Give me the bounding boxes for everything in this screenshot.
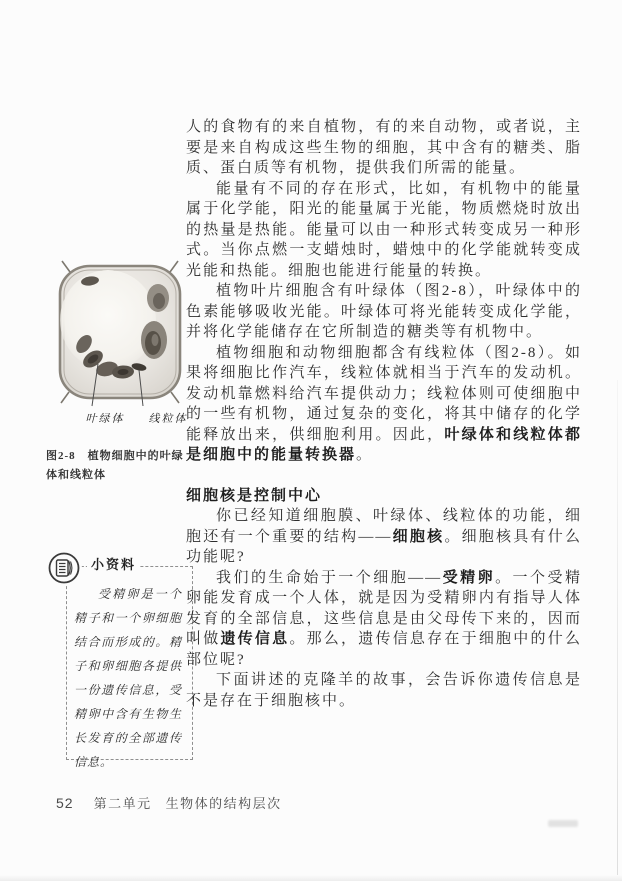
mitochondria-label: 线粒体	[148, 412, 188, 425]
paragraph: 我们的生命始于一个细胞——受精卵。一个受精卵能发育成一个人体，就是因为受精卵内有指导人体发育的全部信息，这些信息是由父母传下来的，因而叫做遗传信息。那么，遗传信息存在于细胞中的什么部位呢?	[186, 569, 582, 668]
paragraph: 下面讲述的克隆羊的故事，会告诉你遗传信息是不是存在于细胞核中。	[186, 672, 582, 709]
footer-unit: 第二单元	[93, 796, 152, 811]
notebook-icon	[46, 550, 82, 586]
paragraph: 植物叶片细胞含有叶绿体（图2-8），叶绿体中的色素能够吸收光能。叶绿体可将光能转变成化学能，并将化学能储存在它所制造的糖类等有机物中。	[186, 283, 582, 340]
page-footer	[56, 793, 282, 812]
info-box-text: 受精卵是一个精子和一个卵细胞结合而形成的。精子和卵细胞各提供一份遗传信息，受精卵中含有生物生长发育的全部遗传信息。	[74, 587, 182, 769]
main-column	[186, 117, 582, 711]
scan-artifact	[548, 820, 578, 827]
section-heading: 细胞核是控制中心	[186, 487, 323, 504]
page-edge	[617, 380, 618, 881]
figure-2-8	[46, 258, 196, 485]
info-box	[46, 550, 194, 769]
paragraph: 能量有不同的存在形式，比如，有机物中的能量属于化学能，阳光的能量属于光能，物质燃烧时放出的热量是热能。能量可以由一种形式转变成另一种形式。当你点燃一支蜡烛时，蜡烛中的化学能就转变成光能和热能。细胞也能进行能量的转换。	[186, 180, 582, 279]
plant-cell-illustration	[46, 258, 196, 436]
page-edge-bottom	[0, 875, 622, 881]
chloroplast-label: 叶绿体	[85, 412, 125, 425]
footer-unit-title: 生物体的结构层次	[165, 796, 282, 811]
paragraph: 你已经知道细胞膜、叶绿体、线粒体的功能，细胞还有一个重要的结构——细胞核。细胞核具有什么功能呢?	[186, 508, 582, 565]
page-number: 52	[56, 795, 74, 811]
info-box-title: 小资料	[87, 554, 140, 573]
paragraph: 人的食物有的来自植物，有的来自动物，或者说，主要是来自构成这些生物的细胞，其中含有的糖类、脂质、蛋白质等有机物，提供我们所需的能量。	[186, 119, 582, 176]
figure-caption: 图2-8 植物细胞中的叶绿体和线粒体	[46, 450, 184, 481]
paragraph: 植物细胞和动物细胞都含有线粒体（图2-8）。如果将细胞比作汽车，线粒体就相当于汽车的发动机。发动机靠燃料给汽车提供动力；线粒体则可使细胞中的一些有机物，通过复杂的变化，将其中储存的化学能释放出来，供细胞利用。因此，叶绿体和线粒体都是细胞中的能量转换器。	[186, 344, 582, 463]
